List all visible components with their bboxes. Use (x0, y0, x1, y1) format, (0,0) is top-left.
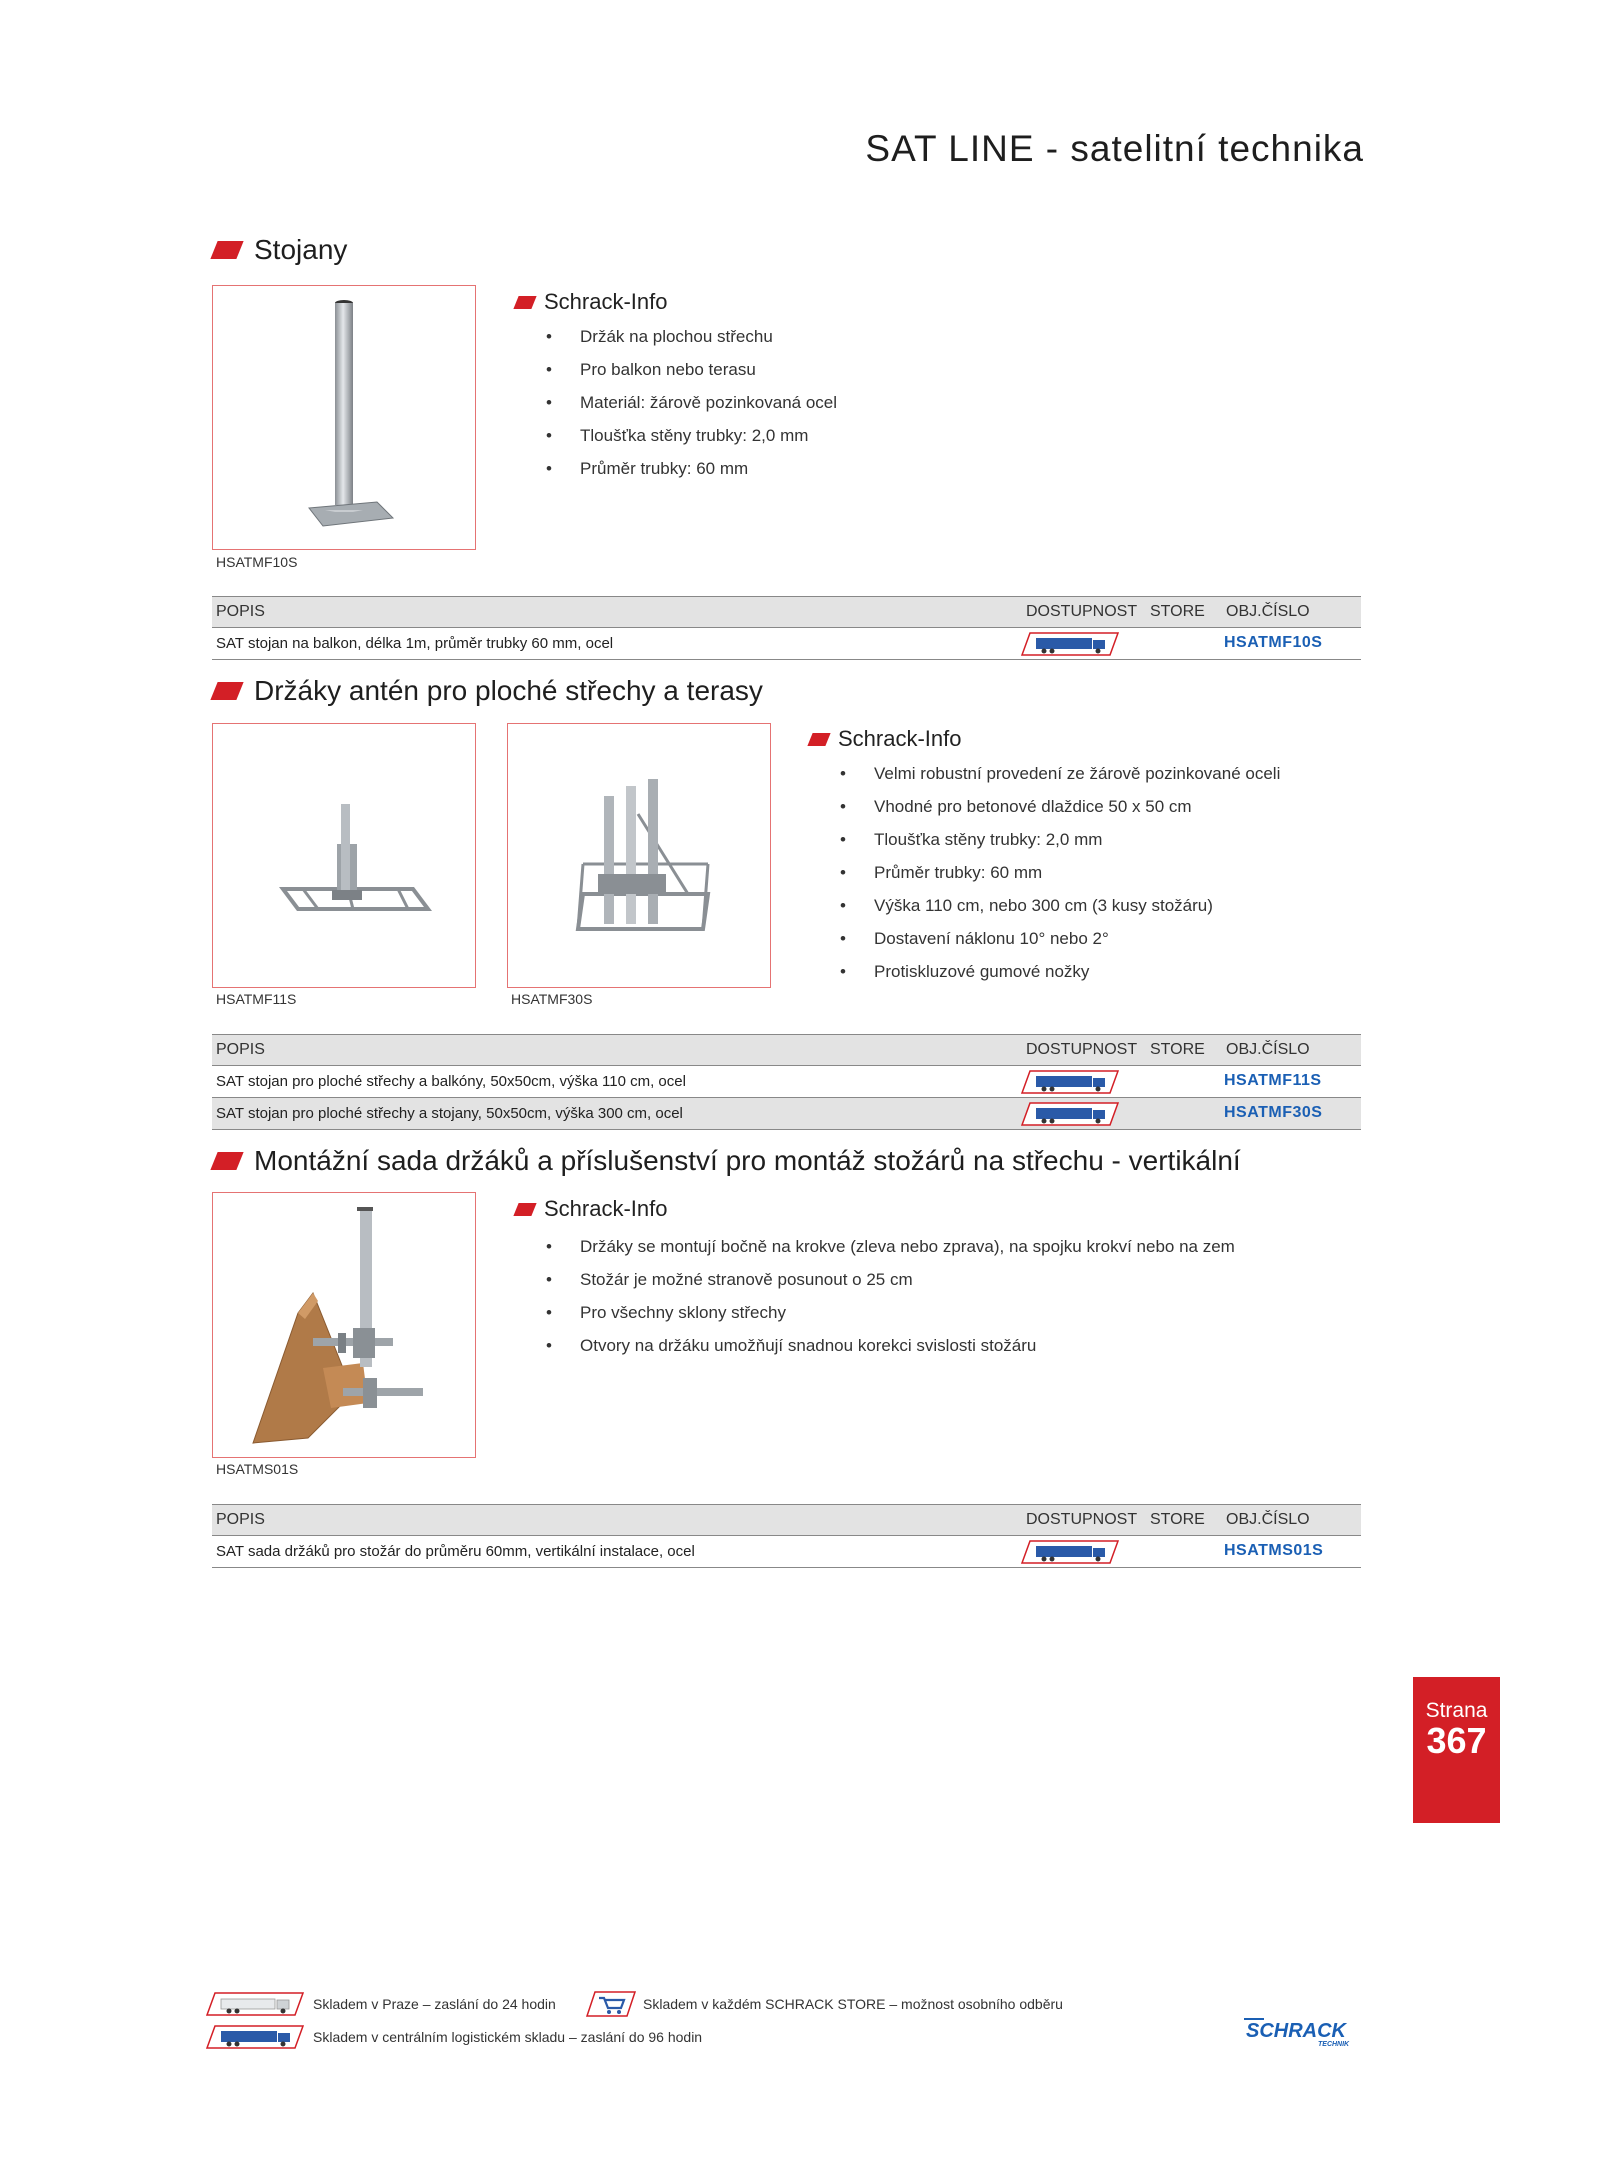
bullet-item: • Otvory na držáku umožňují snadnou korekci svislosti stožáru (546, 1329, 1235, 1362)
info-title-text: Schrack-Info (838, 726, 962, 751)
info-marker-icon (807, 733, 830, 746)
table-header (212, 1034, 1361, 1066)
page-title: SAT LINE - satelitní technika (865, 128, 1364, 169)
table-row (212, 1066, 1361, 1098)
col-popis: POPIS (216, 603, 265, 620)
order-number-link[interactable]: HSATMS01S (1224, 1542, 1324, 1559)
col-popis: POPIS (216, 1041, 265, 1058)
section-marker-icon (210, 682, 243, 700)
col-store: STORE (1150, 1511, 1205, 1528)
bullet-item: • Protiskluzové gumové nožky (840, 955, 1280, 988)
truck-central-icon (1020, 1539, 1120, 1570)
order-number-link[interactable]: HSATMF10S (1224, 634, 1323, 651)
section-title-montazni-sada (208, 1145, 1241, 1177)
table-row (212, 628, 1361, 660)
product-table (212, 1034, 1361, 1130)
col-dostupnost: DOSTUPNOST (1026, 1511, 1138, 1528)
schrack-info-title (512, 289, 668, 315)
product-caption: HSATMF11S (216, 991, 297, 1007)
logo-text: SCHRACK (1246, 2020, 1346, 2042)
section-title-text: Stojany (254, 234, 348, 265)
info-bullet-list (840, 757, 1280, 988)
bullet-item: • Držák na plochou střechu (546, 320, 837, 353)
truck-praha-icon (205, 1991, 305, 2022)
legend-store: Skladem v každém SCHRACK STORE – možnost osobního odběru (643, 1996, 1063, 2012)
info-title-text: Schrack-Info (544, 289, 668, 314)
bullet-item: • Pro balkon nebo terasu (546, 353, 837, 386)
table-row (212, 1098, 1361, 1130)
col-cislo: OBJ.ČÍSLO (1226, 1041, 1310, 1058)
truck-central-icon (205, 2024, 305, 2055)
product-caption: HSATMS01S (216, 1461, 299, 1477)
col-popis: POPIS (216, 1511, 265, 1528)
table-header (212, 1504, 1361, 1536)
product-image-hsatmf11s (212, 723, 476, 988)
bullet-item: • Tloušťka stěny trubky: 2,0 mm (546, 419, 837, 452)
product-table (212, 1504, 1361, 1568)
bullet-item: • Tloušťka stěny trubky: 2,0 mm (840, 823, 1280, 856)
bullet-item: • Materiál: žárově pozinkovaná ocel (546, 386, 837, 419)
legend-central: Skladem v centrálním logistickém skladu – zaslání do 96 hodin (313, 2029, 703, 2045)
section-marker-icon (210, 1152, 243, 1170)
col-cislo: OBJ.ČÍSLO (1226, 603, 1310, 620)
info-title-text: Schrack-Info (544, 1196, 668, 1221)
row-description: SAT stojan na balkon, délka 1m, průměr trubky 60 mm, ocel (216, 635, 614, 652)
section-title-text: Montážní sada držáků a příslušenství pro montáž stožárů na střechu - vertikální (254, 1145, 1241, 1176)
col-dostupnost: DOSTUPNOST (1026, 603, 1138, 620)
product-caption: HSATMF30S (511, 991, 593, 1007)
section-marker-icon (210, 241, 243, 259)
table-header (212, 596, 1361, 628)
bullet-item: • Velmi robustní provedení ze žárově pozinkované oceli (840, 757, 1280, 790)
bullet-item: • Průměr trubky: 60 mm (546, 452, 837, 485)
info-bullet-list (546, 1230, 1235, 1362)
col-store: STORE (1150, 603, 1205, 620)
logo-subtext: TECHNIK (1318, 2041, 1350, 2048)
schrack-logo (1240, 2015, 1364, 2049)
truck-central-icon (1020, 1069, 1120, 1100)
bullet-item: • Průměr trubky: 60 mm (840, 856, 1280, 889)
bullet-item: • Výška 110 cm, nebo 300 cm (3 kusy stožáru) (840, 889, 1280, 922)
bullet-item: • Držáky se montují bočně na krokve (zleva nebo zprava), na spojku krokví nebo na zem (546, 1230, 1235, 1263)
truck-central-icon (1020, 1101, 1120, 1132)
info-marker-icon (513, 296, 536, 309)
bullet-item: • Vhodné pro betonové dlaždice 50 x 50 cm (840, 790, 1280, 823)
order-number-link[interactable]: HSATMF11S (1224, 1072, 1322, 1089)
section-title-text: Držáky antén pro ploché střechy a terasy (254, 675, 763, 706)
page-number-tab (1413, 1677, 1500, 1823)
table-row (212, 1536, 1361, 1568)
legend-praha: Skladem v Praze – zaslání do 24 hodin (313, 1996, 556, 2012)
schrack-info-title (512, 1196, 668, 1222)
product-caption: HSATMF10S (216, 554, 298, 570)
truck-central-icon (1020, 631, 1120, 662)
bullet-item: • Stožár je možné stranově posunout o 25 cm (546, 1263, 1235, 1296)
col-cislo: OBJ.ČÍSLO (1226, 1511, 1310, 1528)
schrack-info-title (806, 726, 962, 752)
bullet-item: • Pro všechny sklony střechy (546, 1296, 1235, 1329)
info-marker-icon (513, 1203, 536, 1216)
page-tab-label: Strana (1425, 1699, 1488, 1722)
row-description: SAT stojan pro ploché střechy a stojany, 50x50cm, výška 300 cm, ocel (216, 1105, 683, 1122)
info-bullet-list (546, 320, 837, 485)
product-image-hsatms01s (212, 1192, 476, 1458)
product-image-hsatmf30s (507, 723, 771, 988)
page-number: 367 (1426, 1720, 1487, 1761)
col-store: STORE (1150, 1041, 1205, 1058)
row-description: SAT sada držáků pro stožár do průměru 60mm, vertikální instalace, ocel (216, 1543, 695, 1560)
order-number-link[interactable]: HSATMF30S (1224, 1104, 1323, 1121)
product-image-hsatmf10s (212, 285, 476, 550)
store-cart-icon (585, 1990, 637, 2023)
col-dostupnost: DOSTUPNOST (1026, 1041, 1138, 1058)
row-description: SAT stojan pro ploché střechy a balkóny, 50x50cm, výška 110 cm, ocel (216, 1073, 686, 1090)
section-title-stojany (208, 234, 347, 266)
section-title-drzaky (208, 675, 763, 707)
product-table (212, 596, 1361, 660)
bullet-item: • Dostavení náklonu 10° nebo 2° (840, 922, 1280, 955)
